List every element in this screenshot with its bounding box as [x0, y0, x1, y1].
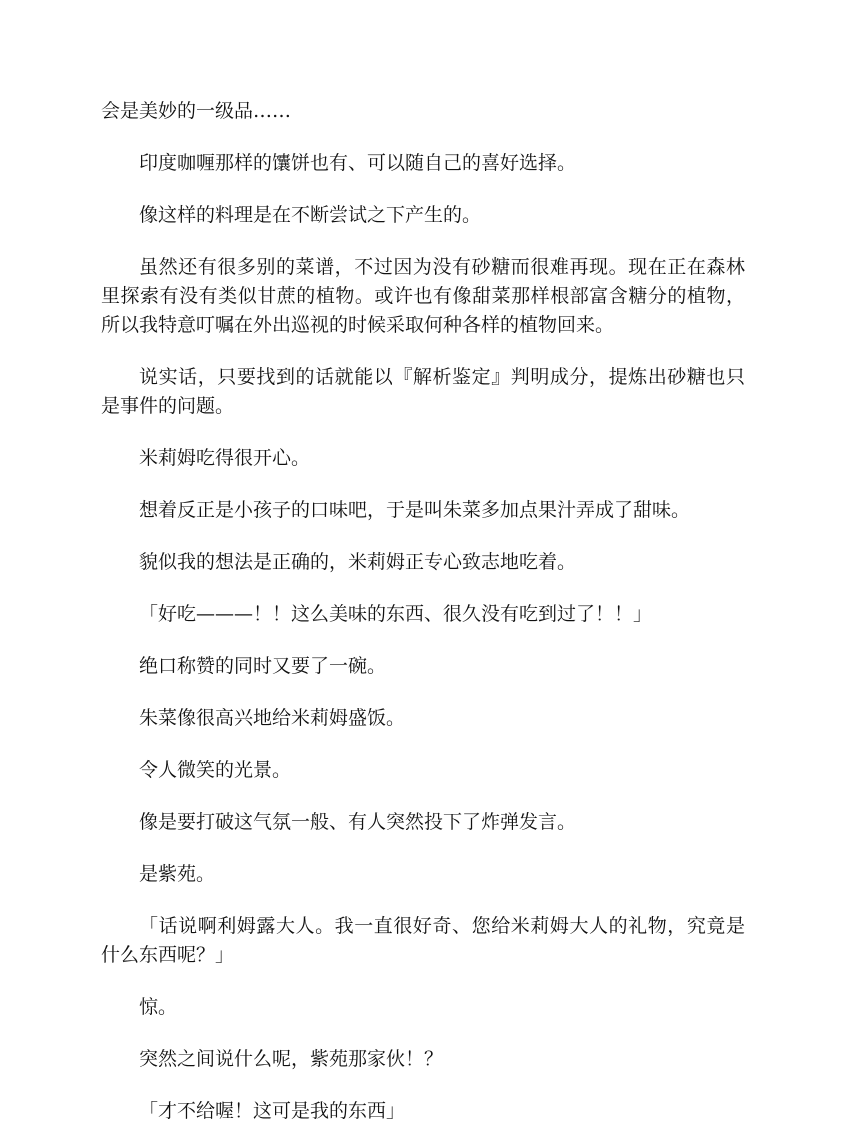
paragraph-12: 令人微笑的光景。 [139, 759, 292, 781]
paragraph-4: 虽然还有很多别的菜谱，不过因为没有砂糖而很难再现。现在正在森林里探索有没有类似甘蔗的植物。或许也有像甜菜那样根部富含糖分的植物，所以我特意叮嘱在外出巡视的时候采取何种各样的植物回来。 [101, 256, 745, 336]
paragraph-3: 像这样的料理是在不断尝试之下产生的。 [139, 204, 482, 226]
paragraph-14: 是紫苑。 [139, 863, 216, 885]
paragraph-18: 「才不给喔！这可是我的东西」 [139, 1100, 406, 1122]
paragraph-1: 会是美妙的一级品…… [101, 100, 292, 122]
paragraph-8: 貌似我的想法是正确的，米莉姆正专心致志地吃着。 [139, 551, 577, 573]
paragraph-15: 「话说啊利姆露大人。我一直很好奇、您给米莉姆大人的礼物，究竟是什么东西呢？」 [101, 915, 745, 966]
paragraph-7: 想着反正是小孩子的口味吧，于是叫朱菜多加点果汁弄成了甜味。 [139, 499, 691, 521]
paragraph-5: 说实话，只要找到的话就能以『解析鉴定』判明成分，提炼出砂糖也只是事件的问题。 [101, 366, 745, 417]
paragraph-10: 绝口称赞的同时又要了一碗。 [139, 655, 387, 677]
paragraph-6: 米莉姆吃得很开心。 [139, 447, 311, 469]
paragraph-11: 朱菜像很高兴地给米莉姆盛饭。 [139, 707, 406, 729]
paragraph-2: 印度咖喱那样的馕饼也有、可以随自己的喜好选择。 [139, 152, 577, 174]
paragraph-13: 像是要打破这气氛一般、有人突然投下了炸弹发言。 [139, 811, 577, 833]
paragraph-17: 突然之间说什么呢，紫苑那家伙！？ [139, 1048, 444, 1070]
paragraph-9: 「好吃———！！这么美味的东西、很久没有吃到过了！！」 [139, 603, 653, 625]
paragraph-16: 惊。 [139, 996, 178, 1018]
